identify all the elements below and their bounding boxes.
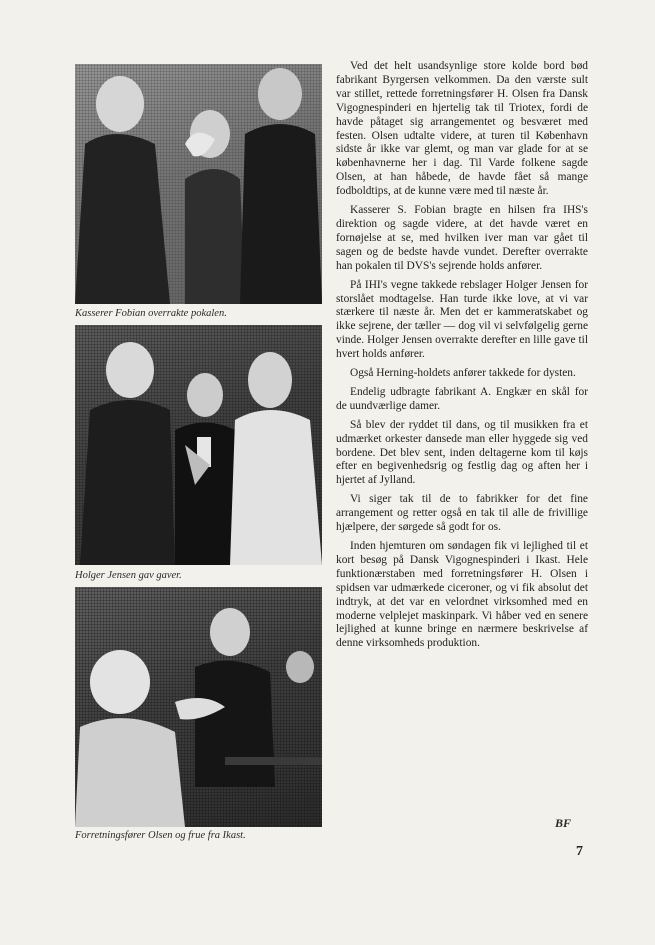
page-number: 7 (576, 844, 583, 859)
photo-gift-giving (75, 325, 322, 565)
article-paragraph: Kasserer S. Fobian bragte en hilsen fra IHS's direktion og sagde videre, at det havde været en fornøjelse at se, med hvilken iver man var gået til sagen og de bedste havde vundet. Derefter overrakte han pokalen til DVS's sejrende holds anfører. (336, 204, 588, 272)
photo-caption: Holger Jensen gav gaver. (75, 570, 182, 581)
article-paragraph: Så blev der ryddet til dans, og til musikken fra et udmærket orkester dansede man eller hyggede sig ved bordene. Det blev sent, inden deltagerne kom til køjs efter en begivenhedsrig og festlig dag og aften her i hjertet af Jylland. (336, 418, 588, 487)
photo-olsen-and-wife (75, 587, 322, 827)
article-paragraph: Inden hjemturen om søndagen fik vi lejlighed til et kort besøg på Dansk Vigognespinderi i Ikast. Hele funktionærstaben med forretningsfører H. Olsen i spidsen var udmærkede ciceroner, og vi fik absolut det indtryk, at det var en velordnet virksomhed med en moderne velplejet maskinpark. Vi håber ved en senere lejlighed at kunne bringe en nærmere beskrivelse af denne virksomheds produktion. (336, 540, 588, 650)
article-paragraph: Vi siger tak til de to fabrikker for det fine arrangement og retter også en tak til alle de frivillige hjælpere, der sørgede så godt for os. (336, 493, 588, 534)
article-paragraph: Endelig udbragte fabrikant A. Engkær en skål for de uundværlige damer. (336, 385, 588, 412)
photo-caption: Forretningsfører Olsen og frue fra Ikast. (75, 830, 246, 841)
article-paragraph: Ved det helt usandsynlige store kolde bord bød fabrikant Byrgersen velkommen. Da den værste sult var stillet, rettede forretningsfører H. Olsen fra Dansk Vigognespinderi en hjertelig tak til Triotex, fordi de havde påtaget sig arrangementet og besværet med festen. Olsen udtalte videre, at turen til København sidste år ikke var glemt, og man var glade for at se københavnerne her i dag. Til Varde folkene sagde Olsen, at han håbede, de havde fået så mange fodboldtips, at de kunne være med til næste år. (336, 60, 588, 198)
article-paragraph: På IHI's vegne takkede rebslager Holger Jensen for storslået modtagelse. Han turde ikke love, at vi var stærkere til næste år. Men det er kammeratskabet og ikke sejrene, der tæller — dog vil vi selvfølgelig gerne vinde. Holger Jensen overrakte derefter en lille gave til hvert holds anfører. (336, 278, 588, 361)
photo-caption: Kasserer Fobian overrakte pokalen. (75, 308, 227, 319)
author-signature: BF (555, 816, 572, 830)
photo-trophy-presentation (75, 64, 322, 304)
article-body (336, 60, 588, 656)
article-paragraph: Også Herning-holdets anfører takkede for dysten. (350, 367, 576, 380)
